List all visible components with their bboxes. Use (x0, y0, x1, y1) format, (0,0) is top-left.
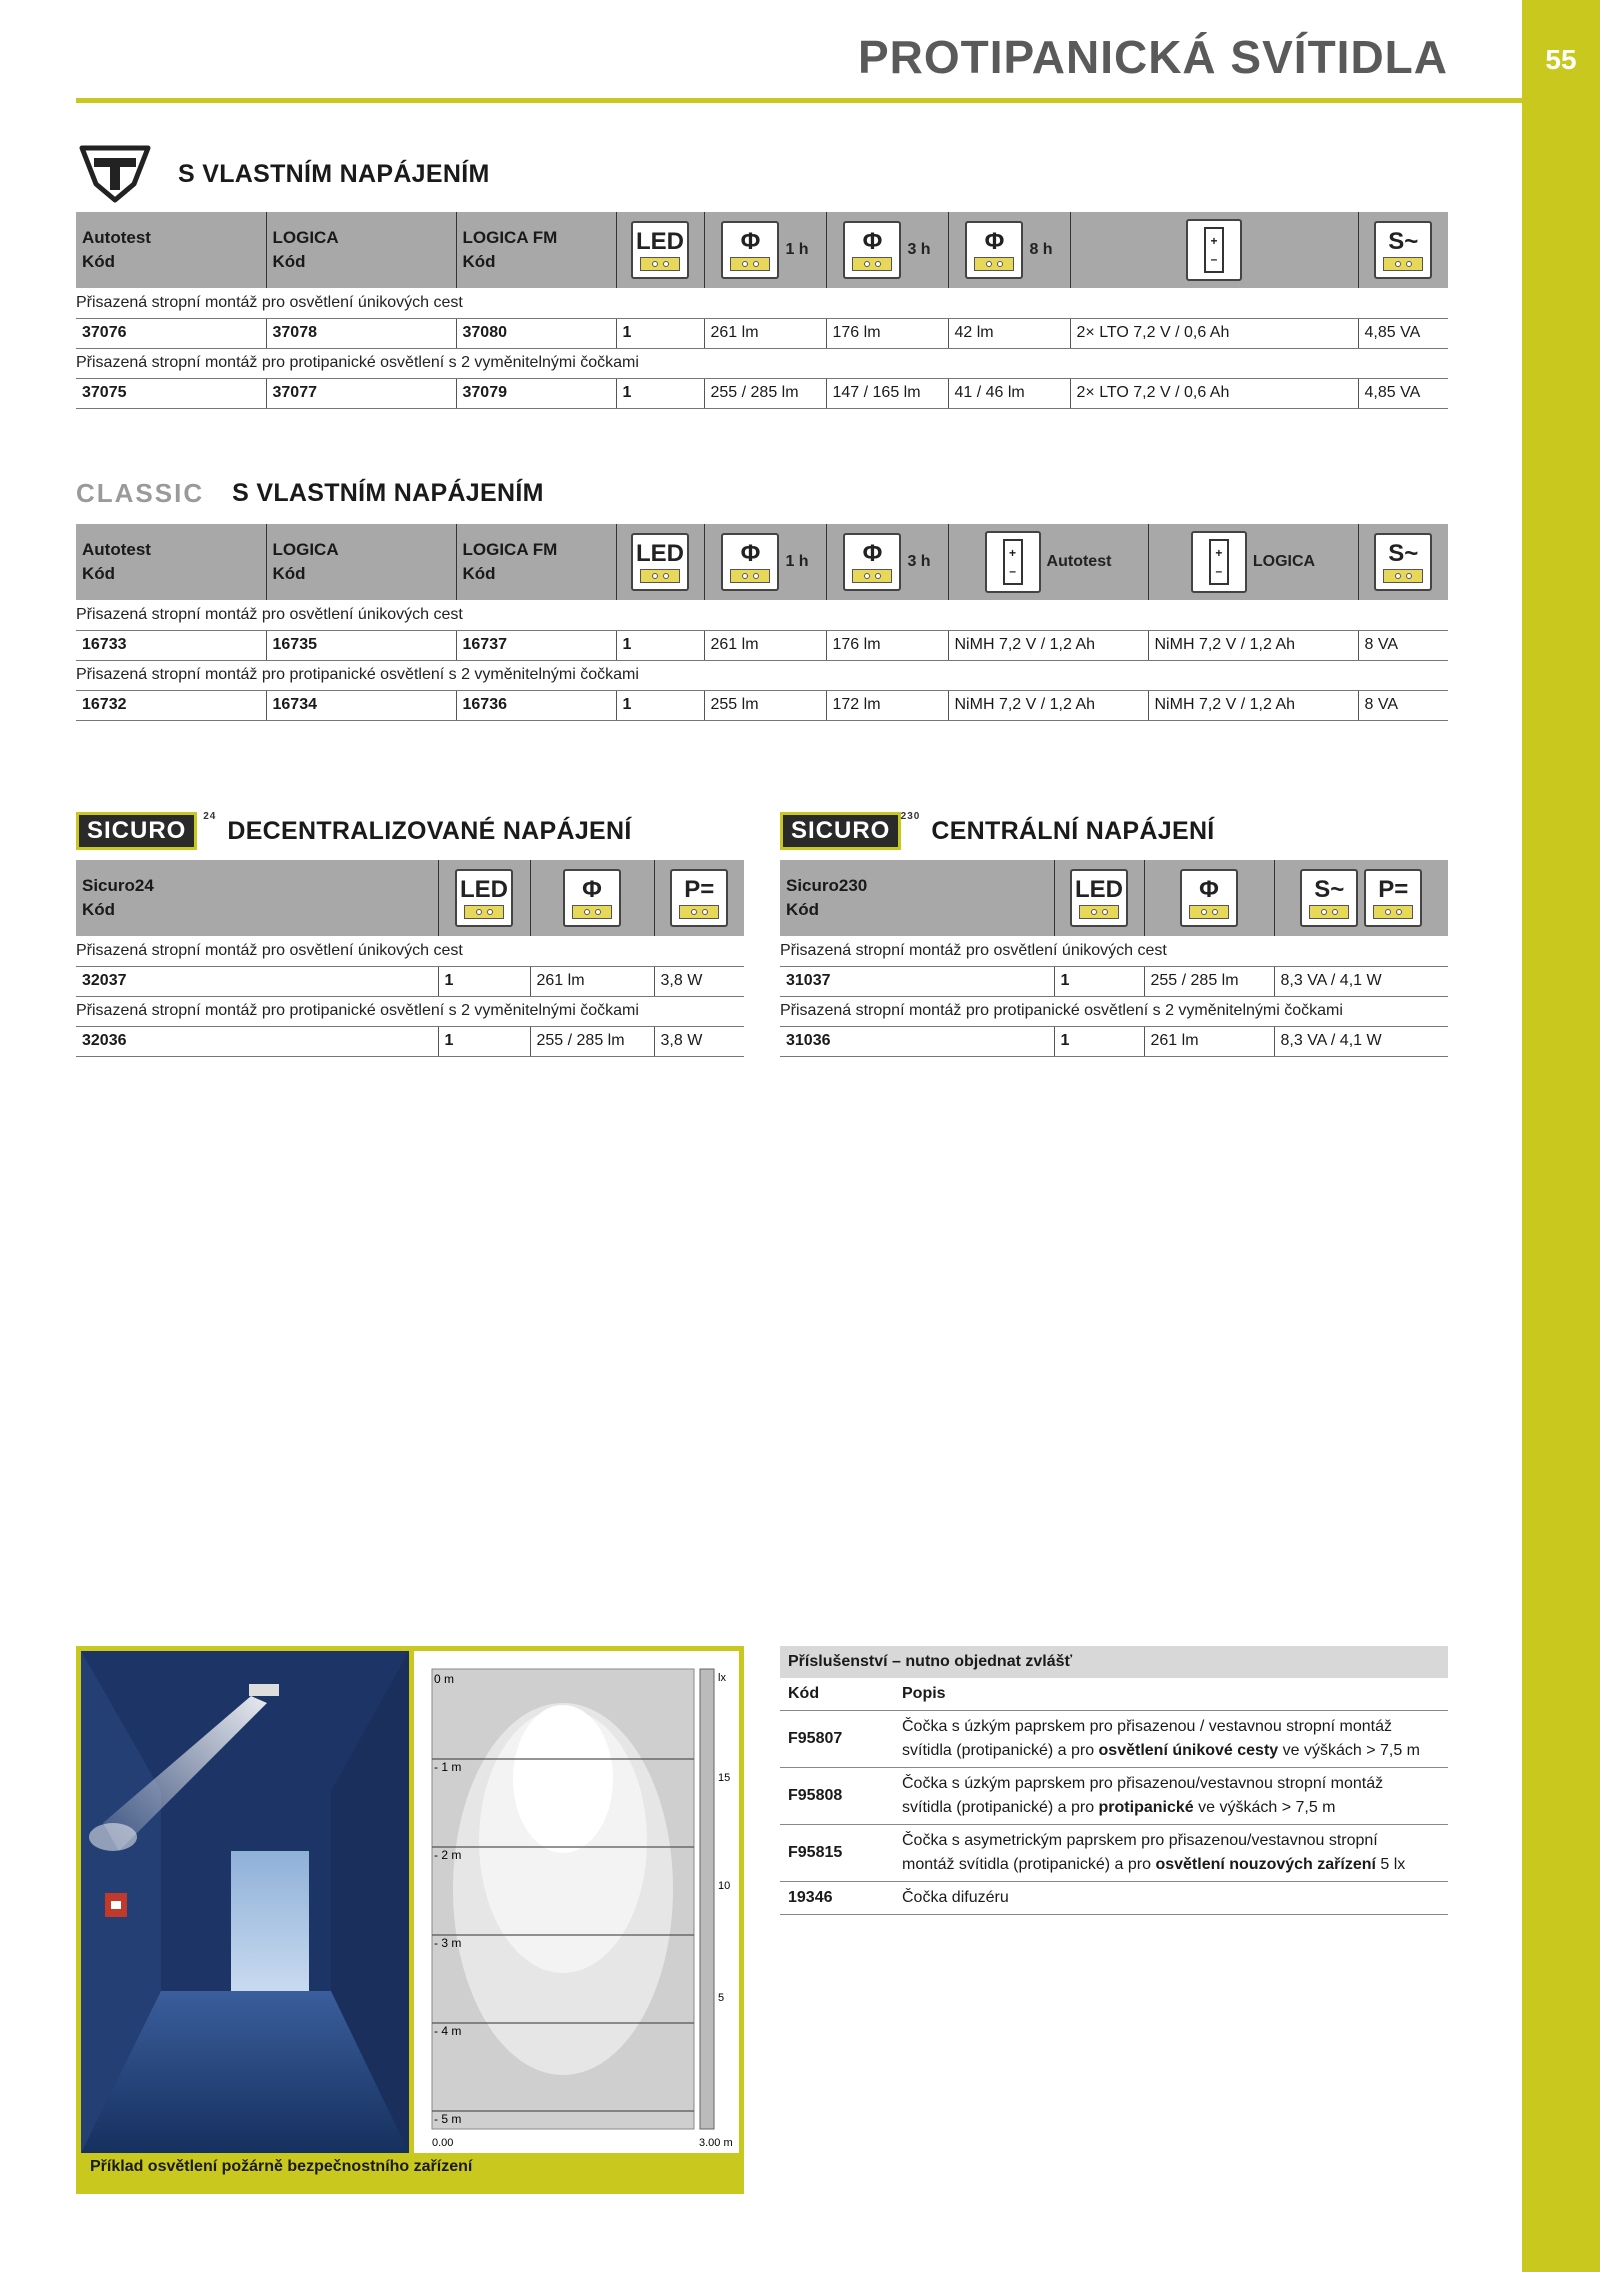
col-model: Sicuro230 (786, 876, 868, 895)
section-3-heading (76, 812, 632, 850)
led-icon: LED (455, 869, 513, 927)
col-code: Kód (786, 900, 820, 919)
table-row: 31036 1 261 lm 8,3 VA / 4,1 W (780, 1026, 1448, 1056)
side-color-bar (1522, 0, 1600, 2272)
luminous-flux-icon: Φ (721, 221, 779, 279)
table-header (780, 860, 1448, 936)
battery-icon (1191, 531, 1247, 593)
section-4-heading (780, 812, 1215, 850)
col-logica: LOGICA (272, 228, 339, 247)
y-label: - 2 m (434, 1848, 462, 1862)
col-code: Kód (82, 252, 116, 271)
power-dc-icon: P= (1364, 869, 1422, 927)
corridor-rendering (81, 1651, 409, 2153)
power-dc-icon: P= (670, 869, 728, 927)
luminous-flux-icon: Φ (843, 533, 901, 591)
power-consumption-icon: S~ (1300, 869, 1358, 927)
mounting-note: Přisazená stropní montáž pro osvětlení únikových cest (76, 936, 744, 966)
table-row: 31037 1 255 / 285 lm 8,3 VA / 4,1 W (780, 966, 1448, 996)
scale-label: 10 (718, 1880, 731, 1892)
section-2-heading (76, 478, 544, 509)
table-row: 37075 37077 37079 1 255 / 285 lm 147 / 165 lm 41 / 46 lm 2× LTO 7,2 V / 0,6 Ah 4,85 VA (76, 378, 1448, 408)
classic-logo: CLASSIC (76, 478, 205, 508)
section-4-table (780, 860, 1448, 1057)
table-header (76, 524, 1448, 600)
led-icon: LED (631, 533, 689, 591)
scale-unit: lx (718, 1672, 726, 1684)
section-title: DECENTRALIZOVANÉ NAPÁJENÍ (227, 816, 632, 845)
power-consumption-icon: S~ (1374, 533, 1432, 591)
mounting-note: Přisazená stropní montáž pro protipanické osvětlení s 2 vyměnitelnými čočkami (76, 996, 744, 1026)
table-row: F95815 Čočka s asymetrickým paprskem pro přisazenou/vestavnou stropní montáž svítidla (protipanické) a pro osvětlení nouzových zařízení 5 lx (780, 1825, 1448, 1882)
luminous-flux-icon: Φ (965, 221, 1023, 279)
col-code: Kód (462, 252, 496, 271)
col-model: Sicuro24 (82, 876, 154, 895)
mounting-note: Přisazená stropní montáž pro osvětlení únikových cest (76, 288, 1448, 318)
duration-label: 1 h (785, 553, 809, 570)
section-2-table (76, 524, 1448, 721)
battery-icon (1186, 219, 1242, 281)
table-row: 19346 Čočka difuzéru (780, 1882, 1448, 1915)
duration-label: 8 h (1029, 241, 1053, 258)
y-label: - 1 m (434, 1760, 462, 1774)
power-consumption-icon: S~ (1374, 221, 1432, 279)
mounting-note: Přisazená stropní montáž pro osvětlení únikových cest (76, 600, 1448, 630)
scale-label: 15 (718, 1772, 731, 1784)
illustration-caption: Příklad osvětlení požárně bezpečnostního zařízení (90, 2158, 473, 2175)
mounting-note: Přisazená stropní montáž pro protipanické osvětlení s 2 vyměnitelnými čočkami (76, 348, 1448, 378)
section-title: CENTRÁLNÍ NAPÁJENÍ (931, 816, 1215, 845)
col-logica-fm: LOGICA FM (462, 228, 558, 247)
duration-label: 3 h (907, 553, 931, 570)
table-row: 32037 1 261 lm 3,8 W (76, 966, 744, 996)
col-code: Kód (462, 564, 496, 583)
accessories-title-row: Příslušenství – nutno objednat zvlášť (780, 1646, 1448, 1678)
scale-label: 5 (718, 1992, 725, 2004)
led-icon: LED (1070, 869, 1128, 927)
luminous-flux-icon: Φ (843, 221, 901, 279)
duration-label: 3 h (907, 241, 931, 258)
ceiling-lamp-icon (76, 144, 154, 204)
y-label: - 4 m (434, 2024, 462, 2038)
lighting-illustration (76, 1646, 744, 2194)
col-code: Kód (82, 900, 116, 919)
table-header (76, 212, 1448, 288)
table-row: 37076 37078 37080 1 261 lm 176 lm 42 lm 2× LTO 7,2 V / 0,6 Ah 4,85 VA (76, 318, 1448, 348)
duration-label: 1 h (785, 241, 809, 258)
col-logica: LOGICA (272, 540, 339, 559)
luminous-flux-icon: Φ (1180, 869, 1238, 927)
sicuro-logo: SICURO 230 (780, 812, 901, 850)
x-end-label: 3.00 m (699, 2137, 733, 2149)
table-row: 16733 16735 16737 1 261 lm 176 lm NiMH 7,2 V / 1,2 Ah NiMH 7,2 V / 1,2 Ah 8 VA (76, 630, 1448, 660)
battery-logica-label: LOGICA (1252, 553, 1316, 570)
col-autotest: Autotest (82, 540, 151, 559)
col-logica-fm: LOGICA FM (462, 540, 558, 559)
isolux-diagram (414, 1651, 739, 2153)
battery-icon (985, 531, 1041, 593)
x-start-label: 0.00 (432, 2137, 454, 2149)
corridor-scene (81, 1651, 409, 2153)
mounting-note: Přisazená stropní montáž pro osvětlení únikových cest (780, 936, 1448, 966)
mounting-note: Přisazená stropní montáž pro protipanické osvětlení s 2 vyměnitelnými čočkami (76, 660, 1448, 690)
sicuro-logo: SICURO 24 (76, 812, 197, 850)
table-header (76, 860, 744, 936)
mounting-note: Přisazená stropní montáž pro protipanické osvětlení s 2 vyměnitelnými čočkami (780, 996, 1448, 1026)
table-row: 32036 1 255 / 285 lm 3,8 W (76, 1026, 744, 1056)
section-title: S VLASTNÍM NAPÁJENÍM (178, 159, 490, 188)
section-title: S VLASTNÍM NAPÁJENÍM (232, 479, 544, 507)
accessories-column-header: Kód Popis (780, 1678, 1448, 1711)
isolux-chart (414, 1651, 739, 2153)
luminous-flux-icon: Φ (563, 869, 621, 927)
table-row: 16732 16734 16736 1 255 lm 172 lm NiMH 7,2 V / 1,2 Ah NiMH 7,2 V / 1,2 Ah 8 VA (76, 690, 1448, 720)
col-code: Kód (272, 252, 306, 271)
accessories-table (780, 1646, 1448, 1915)
col-autotest: Autotest (82, 228, 151, 247)
col-code: Kód (82, 564, 116, 583)
battery-autotest-label: Autotest (1046, 553, 1112, 570)
y-label: - 3 m (434, 1936, 462, 1950)
luminous-flux-icon: Φ (721, 533, 779, 591)
led-icon: LED (631, 221, 689, 279)
y-label: 0 m (434, 1672, 455, 1686)
title-rule (76, 98, 1522, 103)
col-code: Kód (272, 564, 306, 583)
section-1-heading (76, 144, 490, 204)
y-label: - 5 m (434, 2112, 462, 2126)
section-3-table (76, 860, 744, 1057)
section-1-table (76, 212, 1448, 409)
page-number: 55 (1545, 44, 1577, 75)
page-title: PROTIPANICKÁ SVÍTIDLA (857, 31, 1448, 83)
table-row: F95807 Čočka s úzkým paprskem pro přisazenou / vestavnou stropní montáž svítidla (protipanické) a pro osvětlení únikové cesty ve výškách > 7,5 m (780, 1711, 1448, 1768)
table-row: F95808 Čočka s úzkým paprskem pro přisazenou/vestavnou stropní montáž svítidla (protipanické) a pro protipanické ve výškách > 7,5 m (780, 1768, 1448, 1825)
